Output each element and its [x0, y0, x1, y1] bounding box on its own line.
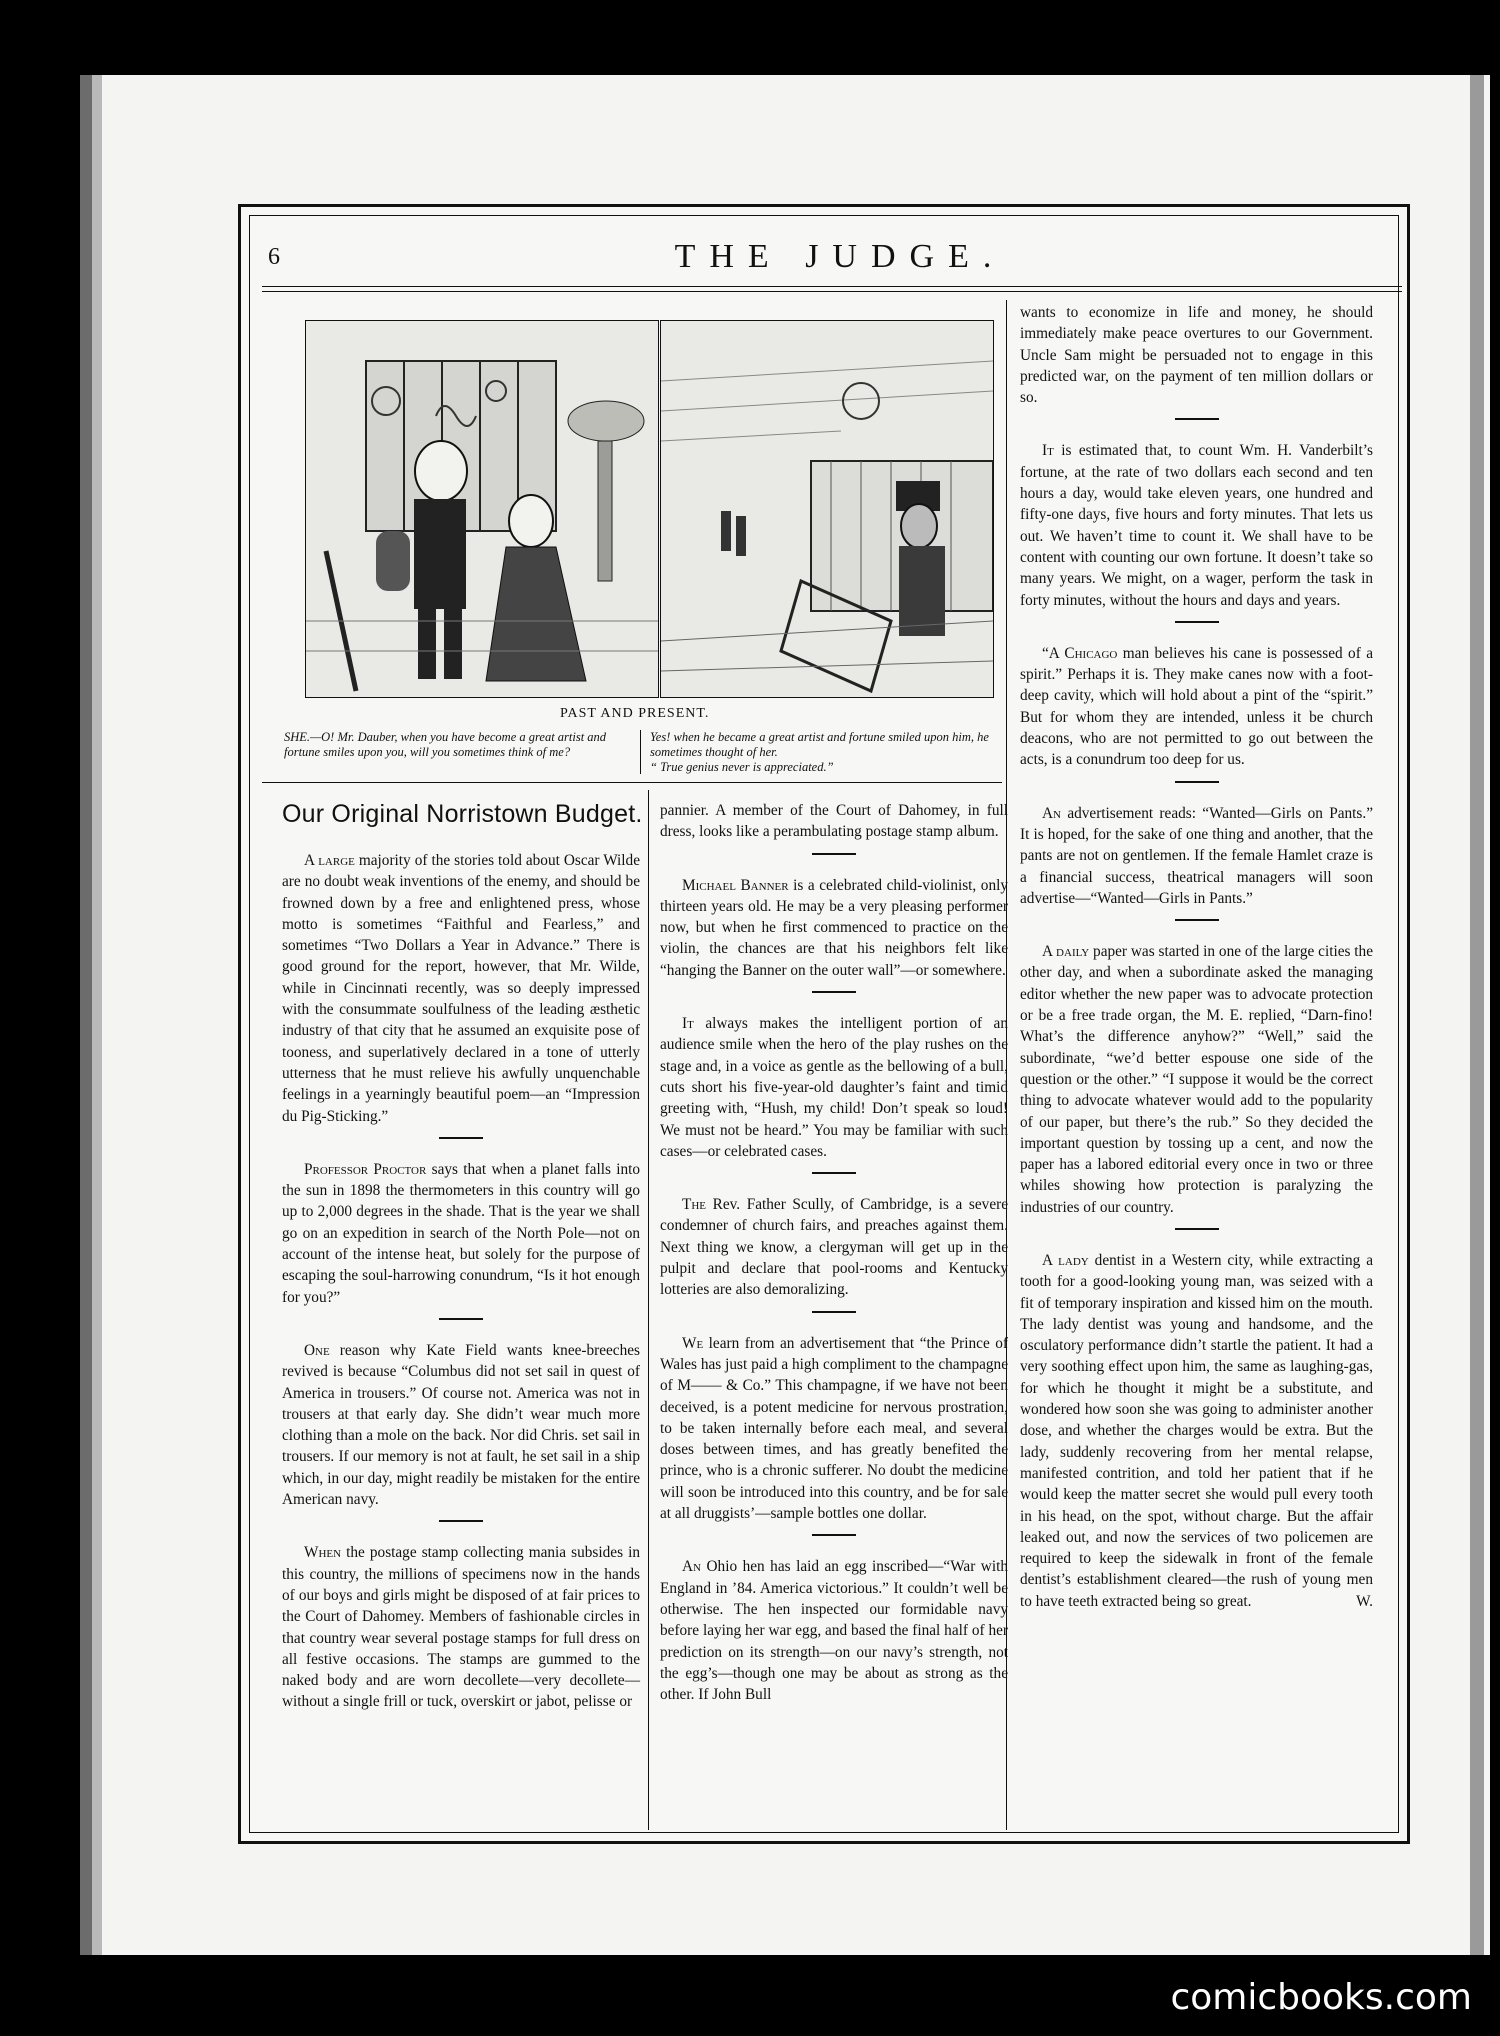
section-separator — [1175, 1228, 1219, 1230]
paragraph-text: wants to economize in life and money, he should immediately make peace overtures to our Government. Uncle Sam might be persuaded not to engage in this predicted war, on the payment of ten million dollars or so. — [1020, 304, 1373, 407]
paragraph-lead: A lady — [1042, 1251, 1089, 1269]
section-separator — [1175, 418, 1219, 420]
paragraph — [660, 1013, 1008, 1162]
paragraph — [1020, 302, 1373, 408]
paragraph — [660, 800, 1008, 843]
section-separator — [1175, 781, 1219, 783]
cartoon-bottom-rule — [262, 782, 1002, 783]
page-right-edge — [1470, 75, 1484, 1955]
cartoon-panel-past — [305, 320, 659, 698]
section-separator — [439, 1520, 483, 1522]
column-1 — [282, 850, 640, 1719]
paragraph-lead: It — [682, 1015, 694, 1033]
paragraph — [1020, 803, 1373, 909]
cartoon-panel-present — [660, 320, 994, 698]
paragraph-text: man believes his cane is possessed of a spirit.” Perhaps it is. They make canes now with a foot-deep cavity, which will hold about a pint of the “spirit.” But for whom they are intended, unless it be church deacons, who are not permitted to go out between the acts, is a conundrum too deep for us. — [1020, 644, 1373, 769]
paragraph-text: reason why Kate Field wants knee-breeches revived is because “Columbus did not set sail in quest of America in trousers.” Of course not. America was not in trousers at that early day. She didn’t wear much more clothing than a mole on the back. Nor did Chris. set sail in trousers. If our memory is not at fault, he set sail in a ship which, in our day, might readily be mistaken for the entire American navy. — [282, 1341, 640, 1509]
cartoon-caption-right-quote: “ True genius never is appreciated.” — [650, 760, 834, 774]
section-separator — [812, 853, 856, 855]
cartoon-title: PAST AND PRESENT. — [560, 706, 710, 721]
section-separator — [1175, 919, 1219, 921]
section-separator — [439, 1318, 483, 1320]
paragraph-lead: We — [682, 1334, 704, 1352]
paragraph-lead: It — [1042, 442, 1054, 460]
paragraph — [282, 850, 640, 1127]
paragraph-text: Rev. Father Scully, of Cambridge, is a severe condemner of church fairs, and preaches against them. Next thing we know, a clergyman will get up in the pulpit and declare that pool-rooms and Kentucky lotteries are also demoralizing. — [660, 1196, 1008, 1299]
paragraph — [660, 1556, 1008, 1705]
paragraph — [282, 1340, 640, 1510]
paragraph-lead: One — [304, 1341, 330, 1359]
masthead-rule-double — [262, 291, 1402, 292]
paragraph-text: paper was started in one of the large cities the other day, and when a subordinate asked the managing editor whether the new paper was to advocate protection or be a free trade organ, the M. E. replied, “Darn-fino! What’s the difference anyhow?” “Well,” said the subordinate, “we’d better espouse one side of the question or the other.” “I suppose it would be the correct thing to advocate whatever would add to the popularity of our paper, but there’s the rub.” So they decided the important question by tossing up a cent, and now the paper has a labored editorial every once in two or three whiles showing how protection is paralyzing the industries of our country. — [1020, 943, 1373, 1216]
paragraph-text: learn from an advertisement that “the Prince of Wales has just paid a high compliment to the champagne of M—— & Co.” This champagne, if we have not been deceived, is a potent medicine for nervous prostration, to be taken internally before each meal, and several doses between times, and has greatly benefited the prince, who is a chronic sufferer. No doubt the medicine will soon be introduced into this country, and be for sale at all druggists’—sample bottles one dollar. — [660, 1334, 1008, 1523]
paragraph-text: majority of the stories told about Oscar Wilde are no doubt weak inventions of the enemy, and should be frowned down by a free and enlightened press, whose motto is sometimes “Faithful and Fearless,” and sometimes “Two Dollars a Year in Advance.” There is good ground for the report, however, that Mr. Wilde, while in Cincinnati recently, was so deeply impressed with the consummate soulfulness of the leading æsthetic industry of that city that he assumed an exquisite pose of tooness, and superlatively declared in a tone of utterly utterness that he must relieve his awfully unquenchable feelings in a yearningly beautiful poem—an “Impression du Pig-Sticking.” — [282, 852, 640, 1125]
paragraph — [1020, 643, 1373, 771]
paragraph — [660, 875, 1008, 981]
paragraph — [660, 1194, 1008, 1300]
column-rule-middle — [648, 790, 649, 1830]
paragraph-text: dentist in a Western city, while extracting a tooth for a good-looking young man, was seized with a fit of temporary inspiration and kissed him on the mouth. The lady dentist was young and handsome, and the osculatory performance didn’t startle the patient. It had a very soothing effect upon him, the same as laughing-gas, for which he thought it might be a substitute, and wondered how soon she was going to administer another dose, and whether the charges would be extra. But the lady, suddenly recovering from her mental relapse, manifested contrition, and told her patient that if he would keep the matter secret she would pull every tooth in his head, on the spot, without charge. But the affair leaked out, and now the services of two policemen are required to keep the sidewalk in front of the female dentist’s establishment cleared—the rush of young men to have teeth extracted being so great. — [1020, 1251, 1374, 1610]
paragraph — [1020, 941, 1373, 1218]
column-3 — [1020, 302, 1373, 1618]
paragraph — [660, 1333, 1008, 1525]
paragraph-lead: Professor Proctor — [304, 1160, 427, 1178]
paragraph — [1020, 440, 1373, 610]
paragraph-lead: When — [304, 1544, 342, 1562]
paragraph-text: the postage stamp collecting mania subsides in this country, the millions of specimens now in the hands of our boys and girls might be disposed of at fair prices to the Court of Dahomey. Members of fashionable circles in that country wear several postage stamps for full dress on all festive occasions. The stamps are gummed to the naked body and are worn decollete—very decollete—without a single frill or tuck, overskirt or jabot, pelisse or — [282, 1544, 640, 1711]
watermark-text: comicbooks.com — [1170, 1977, 1472, 2018]
article-signature: W. — [1356, 1592, 1373, 1610]
section-separator — [1175, 621, 1219, 623]
paragraph-text: advertisement reads: “Wanted—Girls on Pants.” It is hoped, for the sake of one thing and another, that the pants are not on gentlemen. If the female Hamlet craze is a financial success, theatrical managers will soon advertise—“Wanted—Girls in Pants.” — [1020, 804, 1373, 907]
section-separator — [812, 991, 856, 993]
paragraph-lead: An — [682, 1558, 701, 1576]
column-2 — [660, 800, 1008, 1711]
section-separator — [812, 1311, 856, 1313]
paragraph — [282, 1542, 640, 1712]
paragraph-lead: Michael Banner — [682, 876, 789, 894]
paragraph — [282, 1159, 640, 1308]
paragraph-lead: “A Chicago — [1042, 644, 1118, 662]
section-separator — [812, 1172, 856, 1174]
scan-background — [0, 0, 80, 2036]
section-separator — [439, 1137, 483, 1139]
masthead-title: THE JUDGE. — [674, 238, 1006, 275]
section-separator — [812, 1534, 856, 1536]
paragraph-lead: An — [1042, 804, 1061, 822]
cartoon-caption-left — [284, 730, 636, 760]
paragraph-lead: The — [682, 1196, 707, 1214]
paragraph-text: pannier. A member of the Court of Dahomey, in full dress, looks like a perambulating postage stamp album. — [660, 802, 1008, 841]
cartoon-caption-left-text: SHE.—O! Mr. Dauber, when you have become a great artist and fortune smiles upon you, will you sometimes think of me? — [284, 730, 607, 759]
paragraph-text: is a celebrated child-violinist, only thirteen years old. He may be a very pleasing performer now, but when he first commenced to practice on the violin, the chances are that his neighbors felt like “hanging the Banner on the outer wall”—or somewhere. — [660, 876, 1008, 979]
masthead-rule — [262, 286, 1402, 287]
paragraph-text: Ohio hen has laid an egg inscribed—“War with England in ’84. America victorious.” It couldn’t well be otherwise. The hen inspected our formidable navy before laying her war egg, and based the final half of her prediction on its strength—on our navy’s strength, not the egg’s—though one may be about as strong as the other. If John Bull — [660, 1558, 1008, 1704]
cartoon-caption-right-text: Yes! when he became a great artist and fortune smiled upon him, he sometimes thought of her. — [650, 730, 989, 759]
paragraph-text: says that when a planet falls into the sun in 1898 the thermometers in this country will go up to 2,000 degrees in the shade. That is the year we shall go on an expedition in search of the North Pole—not on account of the intense heat, but solely for the purpose of escaping the soul-harrowing conundrum, “Is it hot enough for you?” — [282, 1160, 640, 1306]
caption-divider — [640, 730, 641, 774]
cartoon-caption-right — [650, 730, 995, 775]
paragraph-lead: A large — [304, 852, 355, 869]
page-spine-edge — [92, 75, 102, 1955]
paragraph-text: always makes the intelligent portion of an audience smile when the hero of the play rushes on the stage and, in a voice as gentle as the bellowing of a bull, cuts short his five-year-old daughter’s faint and timid greeting with, “Hush, my child! Don’t speak so loud! We must not be heard.” You may be familiar with such cases—or celebrated cases. — [660, 1015, 1008, 1160]
paragraph — [1020, 1250, 1373, 1612]
paragraph-lead: A daily — [1042, 943, 1090, 961]
page-number: 6 — [268, 244, 280, 270]
article-title: Our Original Norristown Budget. — [282, 800, 643, 828]
page-spine-shadow — [80, 75, 92, 1955]
paragraph-text: is estimated that, to count Wm. H. Vanderbilt’s fortune, at the rate of two dollars each second and ten hours a day, would take eleven years, one hundred and fifty-one days, five hours and forty minutes. That lets us out. We haven’t time to count it. We shall have to be content with counting our own fortune. It doesn’t take so many years. We might, on a wager, perform the task in forty minutes, without the hours and days and years. — [1020, 442, 1373, 609]
